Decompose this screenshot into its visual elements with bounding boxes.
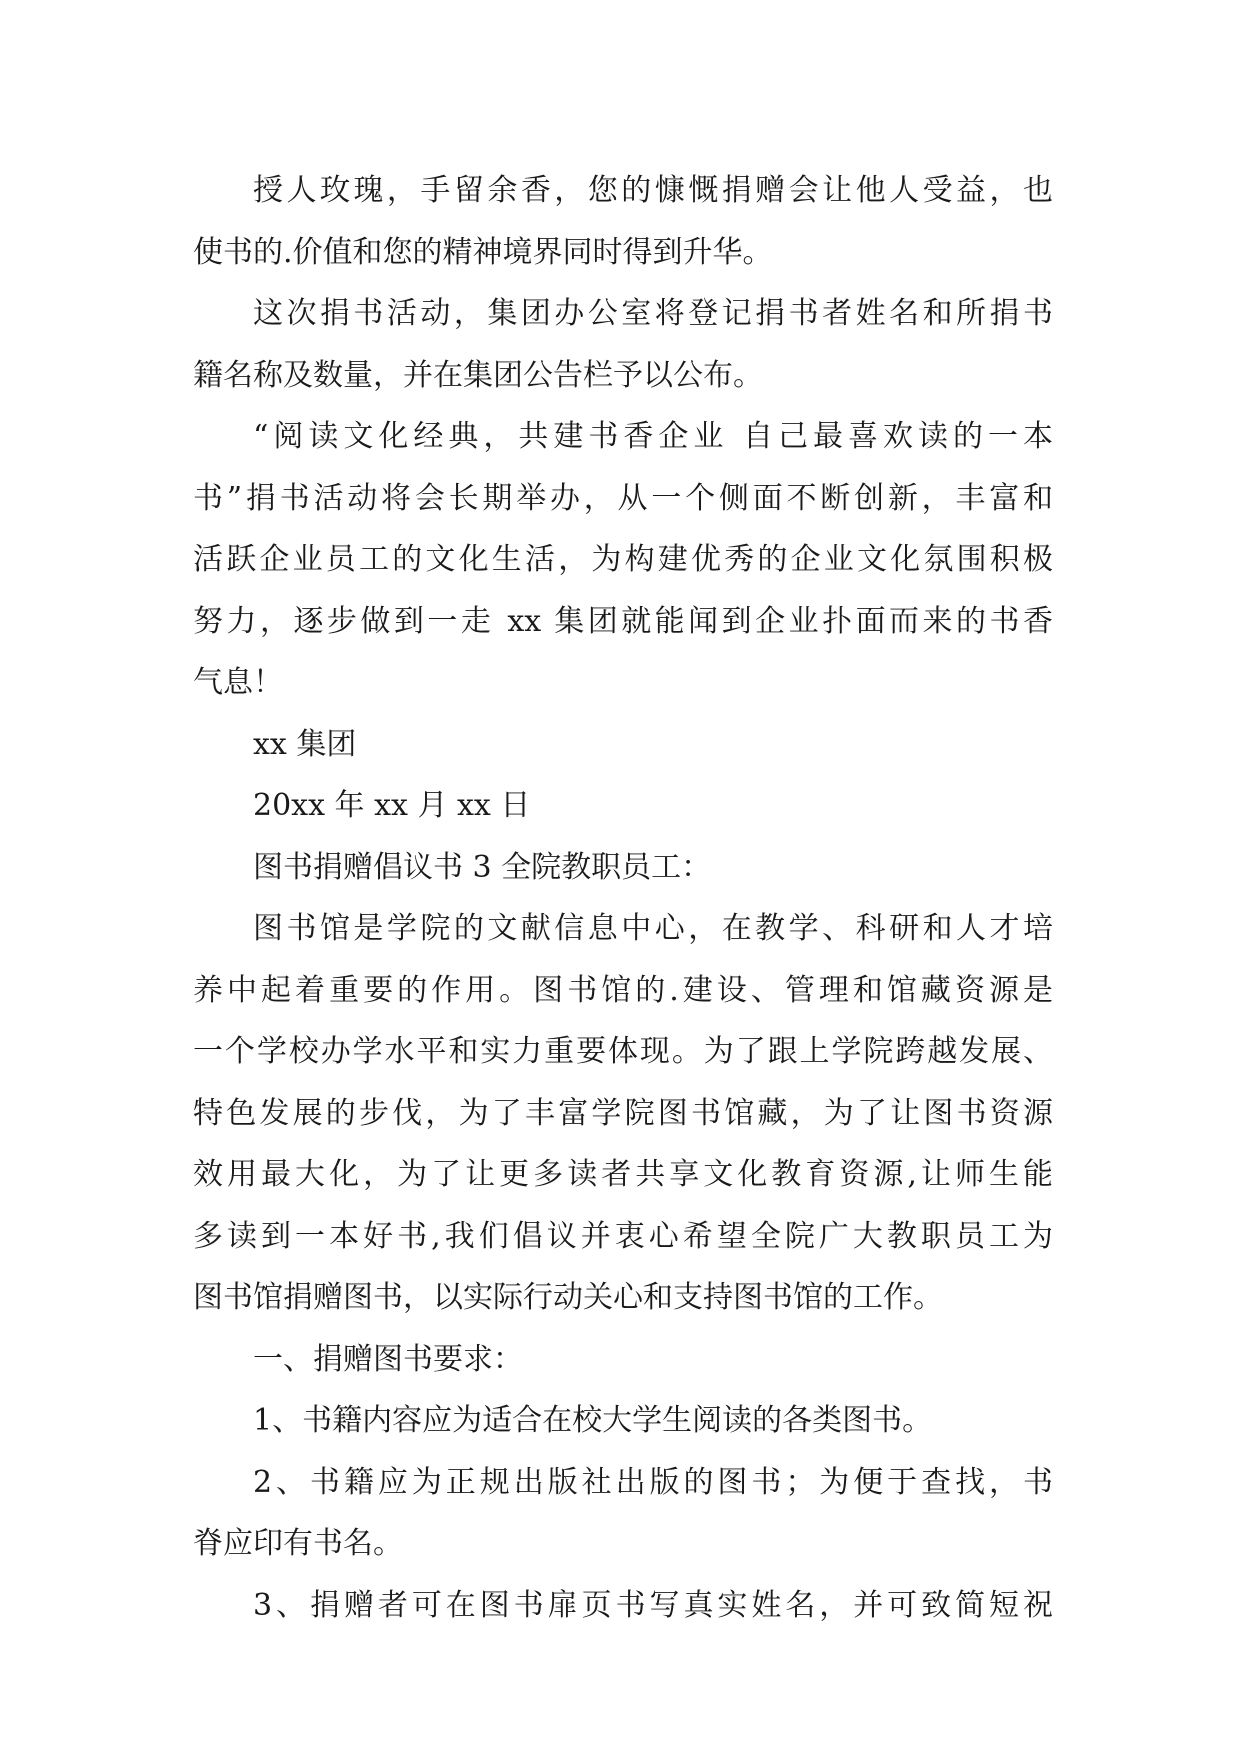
text-line: 3、捐赠者可在图书扉页书写真实姓名，并可致简短祝 [253,1587,1053,1623]
text-line: 一、捐赠图书要求： [253,1341,523,1377]
text-line: 图书捐赠倡议书 3 全院教职员工： [253,849,712,885]
document-body [193,160,1053,1636]
text-line: 图书馆是学院的文献信息中心，在教学、科研和人才培 [253,911,1053,946]
text-line: “阅读文化经典，共建书香企业 自己最喜欢读的一本 [253,419,1053,454]
text-line: 气息！ [193,665,283,700]
text-line: 使书的.价值和您的精神境界同时得到升华。 [193,234,773,270]
text-line: 这次捐书活动，集团办公室将登记捐书者姓名和所捐书 [253,296,1053,331]
text-line: 活跃企业员工的文化生活，为构建优秀的企业文化氛围积极 [193,542,1053,577]
text-line: 一个学校办学水平和实力重要体现。为了跟上学院跨越发展、 [193,1034,1053,1069]
text-line: 脊应印有书名。 [193,1526,403,1561]
text-line: xx 集团 [253,726,357,762]
text-line: 籍名称及数量，并在集团公告栏予以公布。 [193,357,763,393]
text-line: 多读到一本好书,我们倡议并衷心希望全院广大教职员工为 [193,1218,1053,1254]
text-line: 20xx 年 xx 月 xx 日 [253,788,531,823]
text-line: 养中起着重要的作用。图书馆的.建设、管理和馆藏资源是 [193,972,1053,1008]
text-line: 效用最大化，为了让更多读者共享文化教育资源,让师生能 [193,1157,1053,1192]
text-line: 1、书籍内容应为适合在校大学生阅读的各类图书。 [253,1403,933,1438]
text-line: 特色发展的步伐，为了丰富学院图书馆藏，为了让图书资源 [193,1095,1053,1131]
text-line: 授人玫瑰，手留余香，您的慷慨捐赠会让他人受益，也 [253,173,1053,208]
text-line: 2、书籍应为正规出版社出版的图书；为便于查找，书 [253,1464,1053,1500]
text-line: 书”捐书活动将会长期举办，从一个侧面不断创新，丰富和 [193,480,1053,516]
text-line: 努力，逐步做到一走 xx 集团就能闻到企业扑面而来的书香 [193,603,1053,639]
text-line: 图书馆捐赠图书，以实际行动关心和支持图书馆的工作。 [193,1280,943,1315]
